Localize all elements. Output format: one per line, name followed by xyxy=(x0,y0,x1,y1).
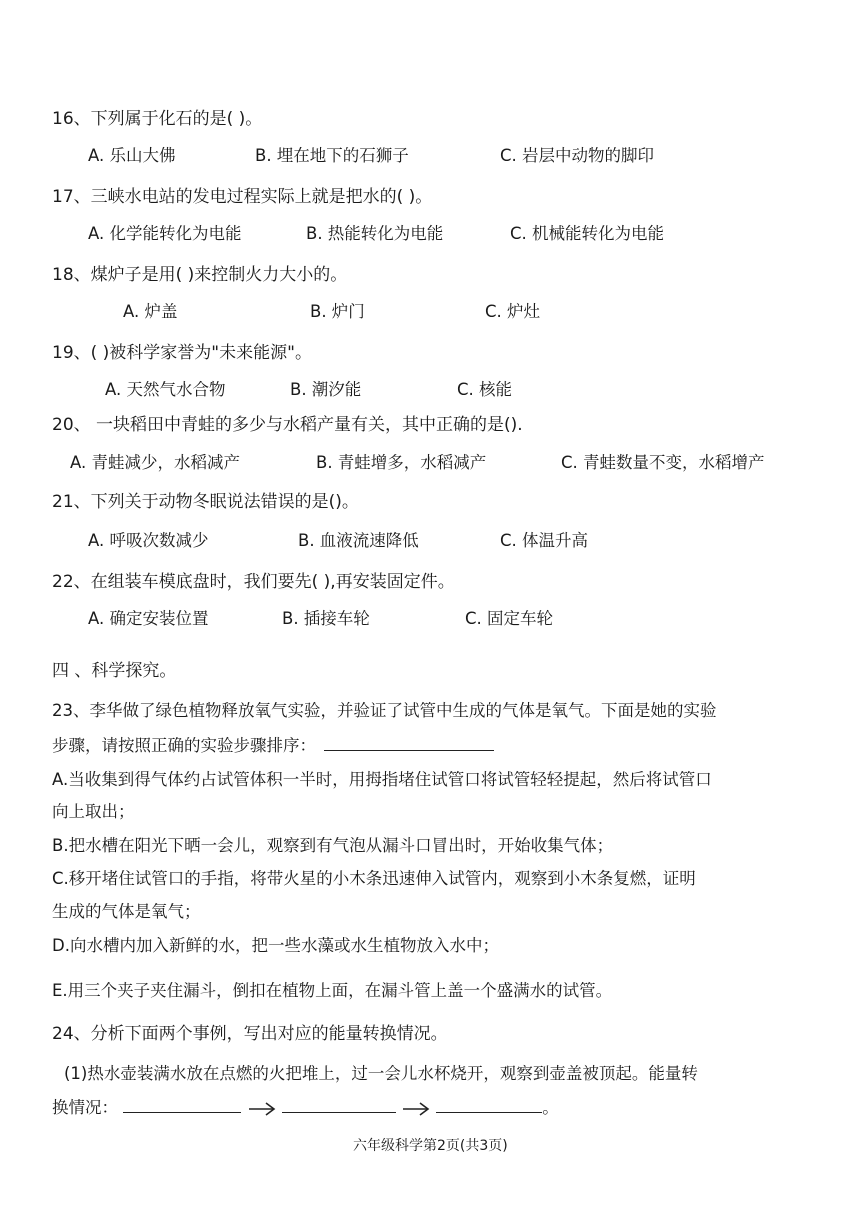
question-18-option-b: B. 炉门 xyxy=(310,302,365,321)
arrow-right-icon xyxy=(401,1101,431,1117)
section-heading: 四 、科学探究。 xyxy=(52,661,177,681)
step-a-line2: 向上取出； xyxy=(52,802,135,821)
question-19-option-c: C. 核能 xyxy=(457,380,513,399)
arrow-right-icon xyxy=(247,1101,277,1117)
question-18-option-a: A. 炉盖 xyxy=(123,302,178,321)
answer-blank[interactable] xyxy=(123,1111,241,1113)
step-a-line1: A.当收集到得气体约占试管体积一半时，用拇指堵住试管口将试管轻轻提起，然后将试管口 xyxy=(52,770,712,789)
question-21-option-c: C. 体温升高 xyxy=(500,531,589,550)
question-23-stem-line2 xyxy=(52,732,494,756)
question-23-stem-line1: 23、李华做了绿色植物释放氧气实验，并验证了试管中生成的气体是氧气。下面是她的实验 xyxy=(52,701,717,720)
question-20-option-c: C. 青蛙数量不变，水稻增产 xyxy=(561,453,765,472)
end-punctuation: 。 xyxy=(542,1098,559,1117)
question-16-option-c: C. 岩层中动物的脚印 xyxy=(500,146,655,165)
step-b: B.把水槽在阳光下晒一会儿，观察到有气泡从漏斗口冒出时，开始收集气体； xyxy=(52,836,614,855)
step-c-line2: 生成的气体是氧气； xyxy=(52,902,201,921)
question-19-option-b: B. 潮汐能 xyxy=(290,380,362,399)
question-20-option-a: A. 青蛙减少，水稻减产 xyxy=(70,453,240,472)
step-e: E.用三个夹子夹住漏斗，倒扣在植物上面，在漏斗管上盖一个盛满水的试管。 xyxy=(52,981,613,1000)
page-footer: 六年级科学第2页(共3页) xyxy=(353,1138,508,1154)
question-16-stem: 16、下列属于化石的是( )。 xyxy=(52,109,263,129)
question-24-item1-prompt: 换情况： xyxy=(52,1098,118,1117)
question-24-stem: 24、分析下面两个事例，写出对应的能量转换情况。 xyxy=(52,1024,448,1044)
step-d: D.向水槽内加入新鲜的水，把一些水藻或水生植物放入水中； xyxy=(52,936,499,955)
question-24-item1-line1: (1)热水壶装满水放在点燃的火把堆上，过一会儿水杯烧开，观察到壶盖被顶起。能量转 xyxy=(64,1064,698,1083)
question-19-option-a: A. 天然气水合物 xyxy=(105,380,226,399)
question-22-stem: 22、在组装车模底盘时，我们要先( ),再安装固定件。 xyxy=(52,572,455,592)
question-17-option-c: C. 机械能转化为电能 xyxy=(510,224,665,243)
question-20-stem: 20、 一块稻田中青蛙的多少与水稻产量有关，其中正确的是(). xyxy=(52,415,523,435)
question-23-prompt: 步骤，请按照正确的实验步骤排序： xyxy=(52,736,316,755)
question-18-option-c: C. 炉灶 xyxy=(485,302,541,321)
question-18-stem: 18、煤炉子是用( )来控制火力大小的。 xyxy=(52,265,348,285)
question-22-option-b: B. 插接车轮 xyxy=(282,609,370,628)
question-16-option-a: A. 乐山大佛 xyxy=(88,146,176,165)
question-20-option-b: B. 青蛙增多，水稻减产 xyxy=(316,453,487,472)
question-22-option-a: A. 确定安装位置 xyxy=(88,609,209,628)
question-19-stem: 19、( )被科学家誉为"未来能源"。 xyxy=(52,343,312,363)
answer-blank[interactable] xyxy=(324,749,494,751)
question-17-option-a: A. 化学能转化为电能 xyxy=(88,224,242,243)
question-17-stem: 17、三峡水电站的发电过程实际上就是把水的( )。 xyxy=(52,187,433,207)
answer-blank[interactable] xyxy=(282,1111,396,1113)
question-24-item1-line2 xyxy=(52,1094,559,1118)
answer-blank[interactable] xyxy=(436,1111,542,1113)
question-16-option-b: B. 埋在地下的石狮子 xyxy=(255,146,409,165)
question-22-option-c: C. 固定车轮 xyxy=(465,609,554,628)
step-c-line1: C.移开堵住试管口的手指，将带火星的小木条迅速伸入试管内，观察到小木条复燃，证明 xyxy=(52,869,696,888)
question-21-option-a: A. 呼吸次数减少 xyxy=(88,531,209,550)
question-17-option-b: B. 热能转化为电能 xyxy=(306,224,444,243)
question-21-option-b: B. 血液流速降低 xyxy=(298,531,419,550)
question-21-stem: 21、下列关于动物冬眠说法错误的是()。 xyxy=(52,492,359,512)
